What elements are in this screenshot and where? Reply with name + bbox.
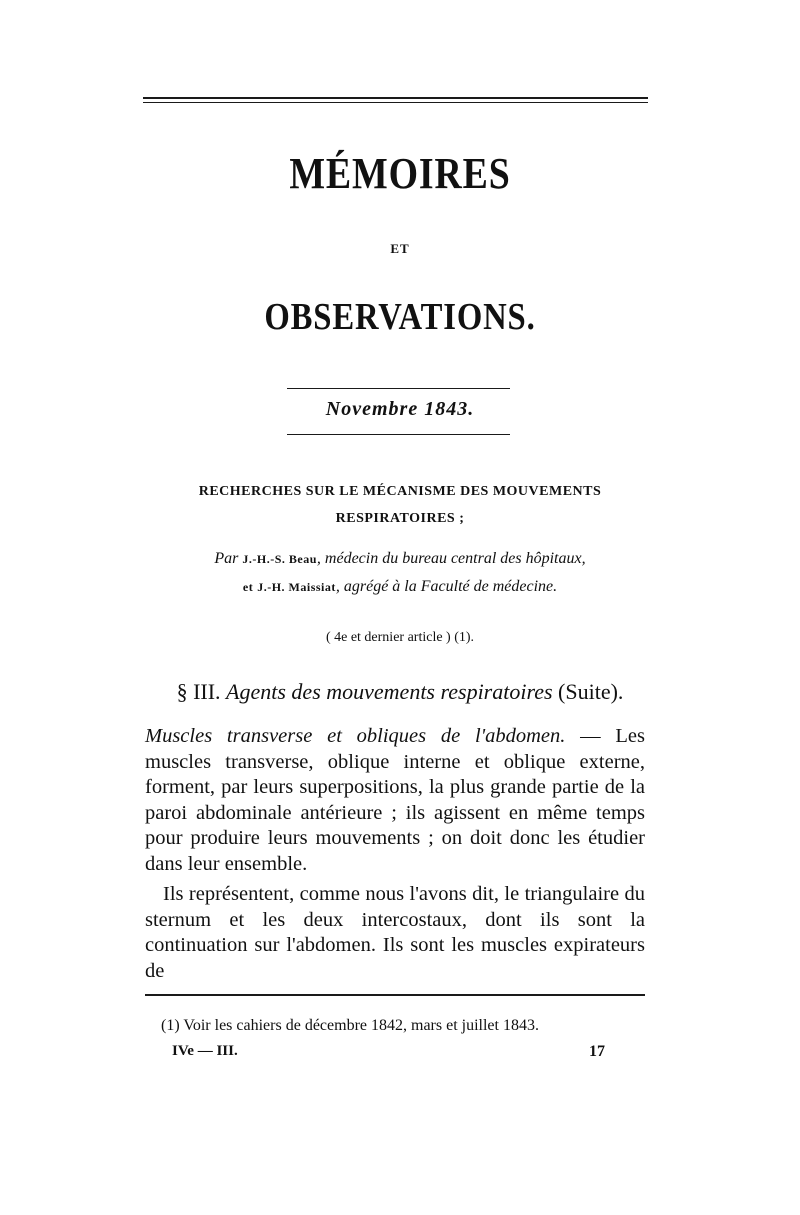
footnote-rule xyxy=(145,994,645,996)
signature-mark: IVe — III. xyxy=(172,1043,238,1059)
section-suffix: (Suite). xyxy=(558,679,624,704)
footnote: (1) Voir les cahiers de décembre 1842, mars et juillet 1843. xyxy=(161,1017,539,1034)
section-number: § III. xyxy=(176,679,221,704)
author-line-1 xyxy=(0,550,800,568)
section-heading xyxy=(0,679,800,705)
article-heading-line2: RESPIRATOIRES ; xyxy=(335,511,465,526)
author-affiliation-maissiat: , agrégé à la Faculté de médecine. xyxy=(335,578,558,595)
title-observations: OBSERVATIONS. xyxy=(264,296,536,338)
section-title: Agents des mouvements respiratoires xyxy=(226,679,553,704)
author-prefix: Par xyxy=(214,550,239,567)
date-rule-top xyxy=(287,388,510,389)
top-rule xyxy=(143,97,648,103)
page-number: 17 xyxy=(589,1043,605,1060)
article-heading-line1: RECHERCHES SUR LE MÉCANISME DES MOUVEMENTS xyxy=(198,484,602,499)
article-note: ( 4e et dernier article ) (1). xyxy=(325,630,475,645)
date-rule-bottom xyxy=(287,434,510,435)
author-conjunction: et xyxy=(242,580,254,594)
body-paragraph-2 xyxy=(145,882,645,984)
issue-date: Novembre 1843. xyxy=(325,398,475,420)
title-memoires: MÉMOIRES xyxy=(289,149,511,198)
paragraph-1-text: — Les muscles transverse, oblique interne et oblique externe, forment, par leurs superpositions, la plus grande partie de la paroi abdominale antérieure ; ils agissent en même temps pour produire leurs mouvements ; on doit donc les étudier dans leur ensemble. xyxy=(145,725,645,875)
paragraph-heading: Muscles transverse et obliques de l'abdomen. xyxy=(145,725,566,747)
body-paragraph-1 xyxy=(145,724,645,877)
paragraph-2-text: Ils représentent, comme nous l'avons dit, le triangulaire du sternum et les deux intercostaux, dont ils sont la continuation sur l'abdomen. Ils sont les muscles expirateurs de xyxy=(145,883,645,982)
author-affiliation-beau: , médecin du bureau central des hôpitaux, xyxy=(316,550,586,567)
author-name-maissiat: J.-H. Maissiat xyxy=(257,580,336,594)
author-name-beau: J.-H.-S. Beau xyxy=(242,552,317,566)
title-et: ET xyxy=(390,241,410,256)
author-line-2 xyxy=(0,578,800,596)
